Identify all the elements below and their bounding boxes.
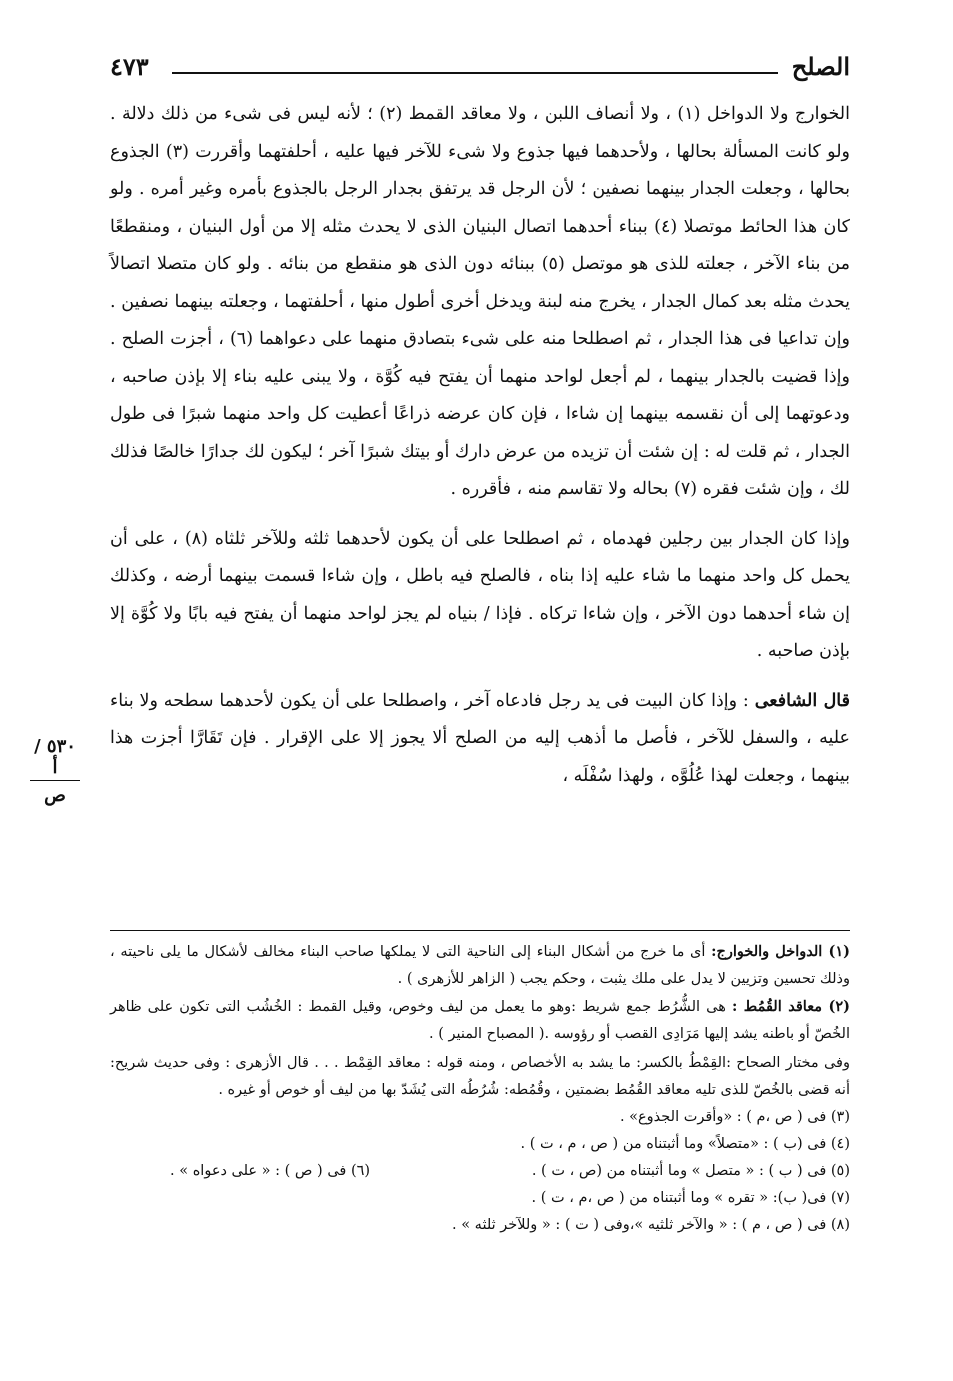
header-rule — [172, 72, 778, 74]
footnote-rule — [110, 930, 850, 931]
manuscript-folio-number: ٥٣٠ / أ — [30, 736, 80, 781]
manuscript-sigil: ص — [44, 785, 66, 806]
footnote-7: (٧) فى( ب): « تقره » وما أثبتناه من ( ص ،م ، ت ) . — [531, 1190, 850, 1206]
paragraph-3 — [110, 683, 850, 796]
paragraph-3-lead: قال الشافعى — [754, 690, 850, 711]
footnote-2-term: (٢) معاقد القُمُط : — [731, 998, 851, 1015]
paragraph-1: الخوارج ولا الدواخل (١) ، ولا أنصاف اللبن ، ولا معاقد القمط (٢) ؛ لأنه ليس فى شىء من ذلك دلالة . ولو كانت المسألة بحالها ، ولأحدهما فيها جذوع ولا شىء للآخر فيها عليه ، أحلفتهما وأقررت (٣) الجذوع بحالها ، وجعلت الجدار بينهما نصفين ؛ لأن الرجل قد يرتفق بجدار الرجل بالجذوع بأمره وغير أمره . ولو كان هذا الحائط موتصلا (٤) ببناء أحدهما اتصال البنيان الذى لا يحدث مثله إلا من أول البنيان ، ومنقطعًا من بناء الآخر ، جعلته للذى هو موتصل (٥) ببنائه دون الذى هو منقطع من بنائه . ولو كان متصلا اتصالاً يحدث مثله بعد كمال الجدار ، يخرج منه لبنة ويدخل أخرى أطول منها ، أحلفتهما ، وجعلته بينهما نصفين . وإن تداعيا فى هذا الجدار ، ثم اصطلحا منه على شىء بتصادق منهما على دعواهما (٦) ، أجزت الصلح . وإذا قضيت بالجدار بينهما ، لم أجعل لواحد منهما أن يفتح فيه كُوَّة ، ولا يبنى عليه بناء إلا بإذن صاحبه ، ودعوتهما إلى أن نقسمه بينهما إن شاءا ، فإن كان عرضه ذراعًا أعطيت كل واحد منهما شبرًا فى طول الجدار ، ثم قلت له : إن شئت أن تزيده من عرض دارك أو بيتك شبرًا آخر ؛ ليكون لك جدارًا خالصًا فذلك لك ، وإن شئت فقره (٧) بحاله ولا تقاسم منه ، فأقرره . — [110, 104, 851, 499]
footnote-row-5-6 — [110, 1158, 850, 1185]
footnote-2-text: هى الشُّرُط جمع شريط :وهو ما يعمل من ليف وخوص، وقيل القمط : الخُشُب التى تكون على ظاهر الخُصّ أو باطنه يشد إليها مَرَادِى القصب أو رؤوسه .( المصباح المنير ) . — [110, 999, 850, 1042]
manuscript-margin-reference — [30, 736, 80, 806]
chapter-title: الصلح — [791, 52, 850, 81]
page-header — [110, 52, 850, 92]
footnotes — [110, 938, 850, 1239]
main-text — [110, 96, 850, 795]
footnote-1 — [110, 938, 850, 993]
footnote-4: (٤) فى (ب ) : «متصلاً» وما أثبتناه من ( ص ، م ، ت ) . — [520, 1136, 850, 1152]
footnote-3: (٣) فى ( ص ،م ) : «وأقرت الجذوع» . — [619, 1109, 850, 1125]
footnote-8: (٨) فى ( ص ، م ) : « والآخر ثلثيه »،وفى ( ت ) : « وللآخر ثلثه » . — [451, 1217, 850, 1233]
footnote-1-term: (١) الدواخل والخوارج: — [711, 943, 850, 960]
footnote-2 — [110, 993, 850, 1048]
paragraph-2: وإذا كان الجدار بين رجلين فهدماه ، ثم اصطلحا على أن يكون لأحدهما ثلثه وللآخر ثلثاه (٨) ، على أن يحمل كل واحد منهما ما شاء عليه إذا بناه ، فالصلح فيه باطل ، وإن شاءا قسمت بينهما أرضه ، وكذلك إن شاء أحدهما دون الآخر ، وإن شاءا تركاه . فإذا / بنياه لم يجز لواحد منهما أن يفتح فيه بابًا ولا كُوَّة إلا بإذن صاحبه . — [110, 528, 850, 661]
footnote-1-text: أى ما خرج من أشكال البناء إلى الناحية التى لا يملكها صاحب البناء مخالف لأشكال ما يلى ناحيته ، وذلك تحسين وتزيين لا يدل على ملك يثبت ، وحكم يجب ( الزاهر للأزهرى ) . — [110, 944, 850, 987]
footnote-6: (٦) فى ( ص ) : « على دعواه » . — [170, 1163, 371, 1179]
paragraph-3-body: : وإذا كان البيت فى يد رجل فادعاه آخر ، واصطلحا على أن يكون لأحدهما سطحه ولا بناء عليه ، والسفل للآخر ، فأصل ما أذهب إليه من الصلح ألا يجوز إلا على الإقرار . فإن تَقَارَّا أجزت هذا بينهما ، وجعلت لهذا عُلُوَّه ، ولهذا سُفْلَه ، — [110, 690, 850, 786]
footnote-2-continuation: وفى مختار الصحاح :القِمْطُ بالكسر: ما يشد به الأخصاص ، ومنه قوله : معاقد القِمْط . . . قال الأزهرى : وفى حديث شريح: أنه قضى بالخُصّ للذى تليه معاقد القُمُط بضمتين ، وقُمُطه: شُرُطُه التى يُشَدّ بها من ليف أو خوص أو غيره . — [110, 1055, 850, 1098]
page-number: ٤٧٣ — [110, 52, 149, 81]
footnote-5: (٥) فى ( ب ) : « متصل » وما أثبتناه من (ص ، ت ) . — [531, 1163, 850, 1179]
